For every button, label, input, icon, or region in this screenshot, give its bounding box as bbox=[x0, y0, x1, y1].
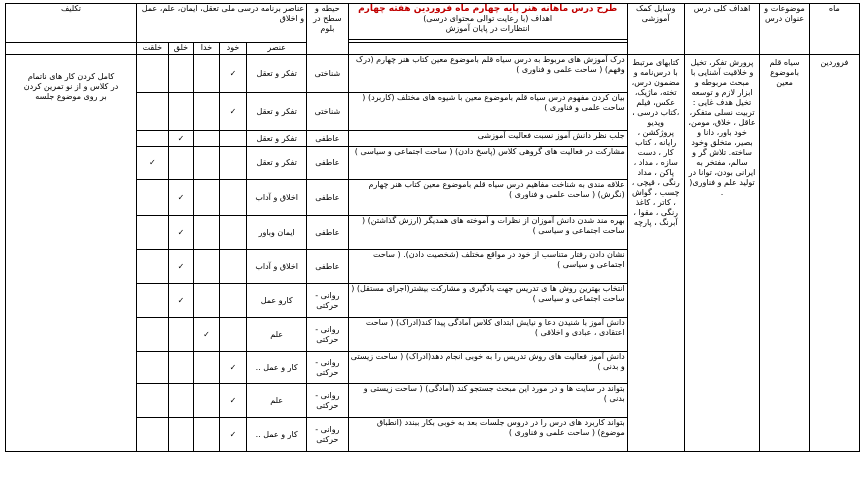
month-header: ماه bbox=[809, 4, 859, 55]
check-mark: ✓ bbox=[168, 180, 194, 216]
topics-header: موضوعات و عنوان درس bbox=[760, 4, 809, 55]
objective-cell: دانش آموز فعالیت های روش تدریس را به خوبی انجام دهد(ادراک) ( ساحت زیستی و بدنی ) bbox=[348, 352, 627, 384]
people-cell bbox=[168, 418, 194, 452]
creation-cell bbox=[137, 418, 169, 452]
domain-cell: روانی - حرکتی bbox=[307, 384, 348, 418]
check-mark: ✓ bbox=[168, 250, 194, 284]
check-mark: ✓ bbox=[168, 216, 194, 250]
assignment-header: تکلیف bbox=[6, 4, 137, 43]
god-cell bbox=[194, 352, 219, 384]
goals-header: اهداف کلی درس bbox=[684, 4, 760, 55]
self-cell bbox=[219, 131, 246, 147]
check-mark: ✓ bbox=[219, 418, 246, 452]
self-cell bbox=[219, 318, 246, 352]
god-cell bbox=[194, 131, 219, 147]
domain-header: حیطه و سطح در بلوم bbox=[307, 4, 348, 55]
check-mark: ✓ bbox=[219, 55, 246, 93]
self-cell bbox=[219, 250, 246, 284]
element-cell: علم bbox=[247, 384, 307, 418]
creation-cell bbox=[137, 250, 169, 284]
month-cell: فروردین bbox=[809, 55, 859, 452]
self-cell bbox=[219, 216, 246, 250]
god-cell bbox=[194, 384, 219, 418]
self-cell bbox=[219, 284, 246, 318]
check-mark: ✓ bbox=[194, 318, 219, 352]
check-mark: ✓ bbox=[219, 93, 246, 131]
people-cell bbox=[168, 55, 194, 93]
element-cell: تفکر و تعقل bbox=[247, 55, 307, 93]
check-mark: ✓ bbox=[219, 384, 246, 418]
element-cell: اخلاق و آداب bbox=[247, 180, 307, 216]
subtitle: اهداف (با رعایت توالی محتوای درسی) bbox=[423, 14, 553, 23]
objective-cell: علاقه مندی به شناخت مفاهیم درس سیاه قلم باموضوع معین کتاب هنر چهارم (نگرش) ( ساحت علمی و فناوری ) bbox=[348, 180, 627, 216]
creation-cell bbox=[137, 55, 169, 93]
god-cell bbox=[194, 216, 219, 250]
assignment-text: کامل کردن کار های ناتمام در کلاس و از نو تمرین کردن بر روی موضوع جلسه bbox=[23, 72, 119, 101]
domain-cell: روانی - حرکتی bbox=[307, 318, 348, 352]
element-cell: تفکر و تعقل bbox=[247, 93, 307, 131]
people-cell bbox=[168, 384, 194, 418]
page-title: طرح درس ماهانه هنر پایه چهارم ماه فروردین هفته چهارم bbox=[358, 4, 618, 14]
element-cell: تفکر و تعقل bbox=[247, 147, 307, 180]
title-cell bbox=[348, 4, 627, 40]
god-cell bbox=[194, 55, 219, 93]
element-header: عنصر bbox=[247, 43, 307, 55]
check-mark: ✓ bbox=[219, 352, 246, 384]
god-cell bbox=[194, 180, 219, 216]
objective-cell: درک آموزش های مربوط به درس سیاه قلم باموضوع معین کتاب هنر چهارم (درک وفهم) ( ساحت علمی و فناوری ) bbox=[348, 55, 627, 93]
elements-header: عناصر برنامه درسی ملی تعقل، ایمان، علم، عمل و اخلاق bbox=[137, 4, 307, 43]
domain-cell: شناختی bbox=[307, 93, 348, 131]
creation-cell bbox=[137, 384, 169, 418]
check-mark: ✓ bbox=[168, 284, 194, 318]
check-mark: ✓ bbox=[137, 147, 169, 180]
expectations-label: انتظارات در پایان آموزش bbox=[445, 24, 530, 33]
title-spacer-2 bbox=[348, 43, 627, 55]
creation-cell bbox=[137, 180, 169, 216]
creation-header: خلقت bbox=[137, 43, 169, 55]
element-cell: تفکر و تعقل bbox=[247, 131, 307, 147]
aids-cell: کتابهای مرتبط با درس‌نامه و مضمون درس، تخته، ماژیک، عکس، فیلم ،کتاب درسی ، ویدیو پروژکشن ، رایانه ، کتاب کار ، دست سازه ، مداد ، پاکن ، مداد رنگی ، قیچی ، چسب ، گواش ، کاتر ، کاغذ رنگی ، مقوا ، آبرنگ ، پارچه bbox=[627, 55, 684, 452]
self-header: خود bbox=[219, 43, 246, 55]
creation-cell bbox=[137, 352, 169, 384]
domain-cell: عاطفی bbox=[307, 180, 348, 216]
people-cell bbox=[168, 352, 194, 384]
element-cell: کار و عمل .. bbox=[247, 418, 307, 452]
element-cell: کار و عمل .. bbox=[247, 352, 307, 384]
element-cell: اخلاق و آداب bbox=[247, 250, 307, 284]
people-cell bbox=[168, 147, 194, 180]
god-cell bbox=[194, 250, 219, 284]
domain-cell: روانی - حرکتی bbox=[307, 418, 348, 452]
topic-cell: سیاه قلم باموضوع معین bbox=[760, 55, 809, 452]
god-cell bbox=[194, 418, 219, 452]
assignment-cell bbox=[6, 55, 137, 452]
element-cell: کارو عمل bbox=[247, 284, 307, 318]
objective-cell: بتواند کاربرد های درس را در دروس جلسات بعد به خوبی بکار ببندد (انطباق موضوع) ( ساحت علمی و فناوری ) bbox=[348, 418, 627, 452]
assignment-spacer bbox=[6, 43, 137, 55]
people-header: خلق bbox=[168, 43, 194, 55]
creation-cell bbox=[137, 93, 169, 131]
objective-cell: مشارکت در فعالیت های گروهی کلاس (پاسخ دادن) ( ساحت اجتماعی و سیاسی ) bbox=[348, 147, 627, 180]
god-header: خدا bbox=[194, 43, 219, 55]
check-mark: ✓ bbox=[168, 131, 194, 147]
god-cell bbox=[194, 284, 219, 318]
goals-cell: پرورش تفکر، تخیل و خلاقیت آشنایی با مبحث مربوطه و ابزار لازم و توسعه تخیل هدف غایی : تربیت نسلی متفکر، عاقل ، خلاق، مومن، خود باور، دانا و بصیر، متخلق وخود ساخته. تلاش گر و سالم، مفتخر به ایرانی بودن، توانا در تولید علم و فناوری( . bbox=[684, 55, 760, 452]
objective-cell: دانش آموز با شنیدن دعا و نیایش ابتدای کلاس آمادگی پیدا کند(ادراک) ( ساحت اعتقادی ، عبادی و اخلاقی ) bbox=[348, 318, 627, 352]
objective-cell: جلب نظر دانش آموز نسبت فعالیت آموزشی bbox=[348, 131, 627, 147]
god-cell bbox=[194, 147, 219, 180]
domain-cell: عاطفی bbox=[307, 250, 348, 284]
domain-cell: شناختی bbox=[307, 55, 348, 93]
creation-cell bbox=[137, 284, 169, 318]
domain-cell: روانی - حرکتی bbox=[307, 284, 348, 318]
domain-cell: عاطفی bbox=[307, 216, 348, 250]
domain-cell: عاطفی bbox=[307, 131, 348, 147]
objective-cell: انتخاب بهترین روش ها ی تدریس جهت یادگیری و مشارکت بیشتر(اجرای مستقل) ( ساحت اجتماعی و سیاسی ) bbox=[348, 284, 627, 318]
objective-cell: بیان کردن مفهوم درس سیاه قلم باموضوع معین با شیوه های مختلف (کاربرد) ( ساحت علمی و فناوری ) bbox=[348, 93, 627, 131]
creation-cell bbox=[137, 318, 169, 352]
element-cell: علم bbox=[247, 318, 307, 352]
self-cell bbox=[219, 147, 246, 180]
objective-cell: بهره مند شدن دانش آموزان از نظرات و آموخته های همدیگر (ارزش گذاشتن) ( ساحت اجتماعی و سیاسی ) bbox=[348, 216, 627, 250]
domain-cell: روانی - حرکتی bbox=[307, 352, 348, 384]
creation-cell bbox=[137, 131, 169, 147]
self-cell bbox=[219, 180, 246, 216]
creation-cell bbox=[137, 216, 169, 250]
god-cell bbox=[194, 93, 219, 131]
lesson-plan-table bbox=[5, 3, 860, 452]
domain-cell: عاطفی bbox=[307, 147, 348, 180]
people-cell bbox=[168, 93, 194, 131]
people-cell bbox=[168, 318, 194, 352]
objective-cell: بتواند در سایت ها و در مورد این مبحث جستجو کند (آمادگی) ( ساحت زیستی و بدنی ) bbox=[348, 384, 627, 418]
aids-header: وسایل کمک آموزشی bbox=[627, 4, 684, 55]
table-row bbox=[6, 55, 860, 93]
objective-cell: نشان دادن رفتار متناسب از خود در مواقع مختلف (شخصیت دادن). ( ساحت اجتماعی و سیاسی ) bbox=[348, 250, 627, 284]
element-cell: ایمان وباور bbox=[247, 216, 307, 250]
